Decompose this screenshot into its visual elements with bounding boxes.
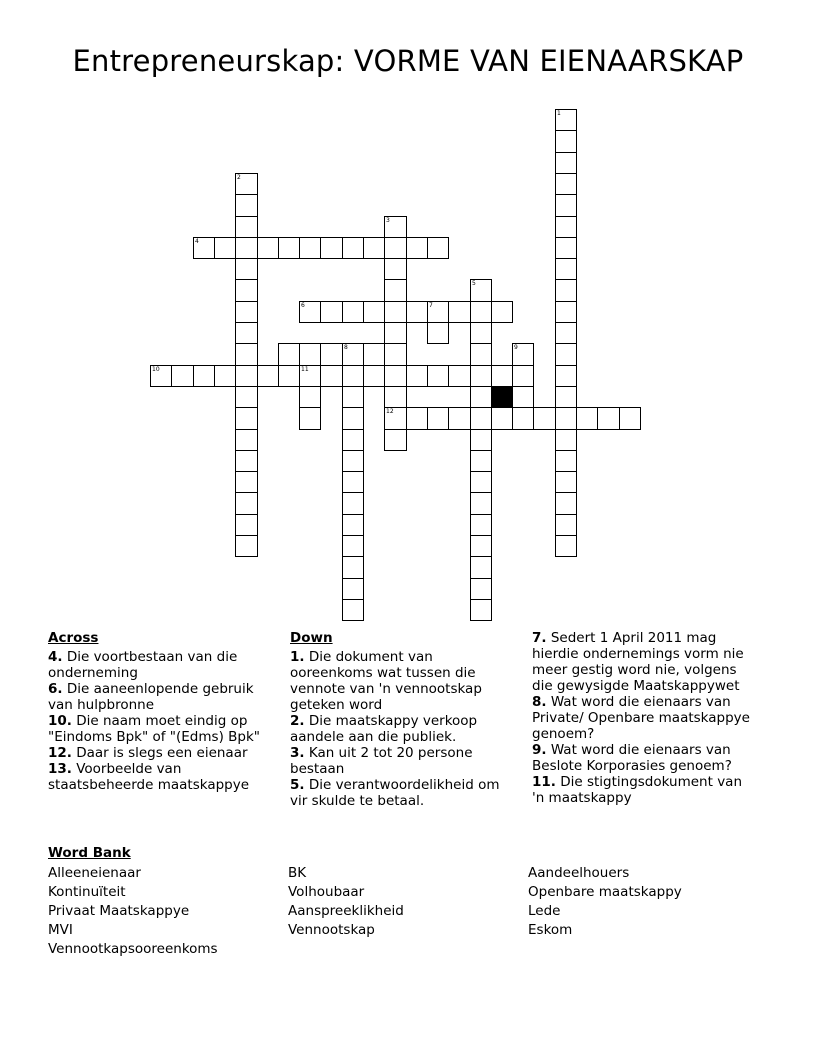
clue-number: 4. [48, 649, 63, 665]
grid-cell[interactable] [555, 450, 577, 472]
grid-cell[interactable] [278, 237, 300, 259]
grid-cell[interactable] [619, 407, 641, 430]
clue-text: Die aaneenlopende gebruik van hulpbronne [48, 681, 254, 713]
grid-cell[interactable] [470, 492, 492, 515]
down-heading: Down [290, 630, 333, 646]
clue-number-label: 10 [152, 366, 160, 373]
grid-cell[interactable] [235, 173, 258, 195]
grid-cell[interactable] [235, 343, 258, 366]
grid-cell[interactable] [278, 365, 300, 387]
grid-cell[interactable] [235, 492, 258, 515]
clue-number-label: 6 [301, 302, 305, 309]
clue-item [290, 745, 500, 777]
clue-number: 2. [290, 713, 305, 729]
clue-item [290, 713, 500, 745]
grid-cell[interactable] [555, 535, 577, 557]
grid-cell[interactable] [384, 386, 407, 408]
word-bank-column-3 [528, 864, 682, 940]
clue-text: Die stigtingsdokument van 'n maatskappy [532, 774, 743, 806]
grid-cell[interactable] [193, 237, 215, 259]
grid-cell[interactable] [555, 109, 577, 131]
word-bank-item: Aanspreeklikheid [288, 903, 404, 919]
grid-cell[interactable] [257, 237, 279, 259]
grid-cell[interactable] [214, 365, 236, 387]
grid-cell[interactable] [320, 365, 343, 387]
clue-number-label: 4 [195, 238, 199, 245]
grid-cell[interactable] [257, 365, 279, 387]
clue-number-label: 2 [237, 174, 241, 181]
grid-cell[interactable] [235, 216, 258, 238]
grid-cell[interactable] [491, 407, 513, 430]
clue-text: Voorbeelde van staatsbeheerde maatskappye [48, 761, 250, 793]
grid-cell[interactable] [235, 471, 258, 493]
word-bank-column-2 [288, 864, 404, 940]
grid-cell[interactable] [342, 578, 364, 600]
clue-item [532, 742, 758, 774]
down-clues-continued [532, 630, 758, 806]
clue-number-label: 3 [386, 217, 390, 224]
grid-cell[interactable] [235, 258, 258, 280]
grid-cell[interactable] [384, 258, 407, 280]
clue-item [532, 774, 758, 806]
grid-cell[interactable] [342, 599, 364, 621]
grid-cell[interactable] [299, 386, 321, 408]
clue-item [48, 761, 276, 793]
clue-text: Die dokument van ooreenkoms wat tussen die vennote van 'n vennootskap geteken word [290, 649, 482, 713]
grid-cell[interactable] [342, 450, 364, 472]
clue-text: Kan uit 2 tot 20 persone bestaan [290, 745, 473, 777]
word-bank-item: Volhoubaar [288, 884, 365, 900]
clue-text: Die naam moet eindig op "Eindoms Bpk" of "(Edms) Bpk" [48, 713, 260, 745]
grid-cell[interactable] [555, 216, 577, 238]
grid-cell[interactable] [193, 365, 215, 387]
across-heading: Across [48, 630, 99, 646]
grid-cell[interactable] [299, 343, 321, 366]
grid-cell[interactable] [235, 429, 258, 451]
clue-number: 5. [290, 777, 305, 793]
grid-cell[interactable] [235, 514, 258, 536]
grid-cell[interactable] [470, 578, 492, 600]
clue-number: 10. [48, 713, 72, 729]
grid-cell[interactable] [235, 386, 258, 408]
clue-number: 3. [290, 745, 305, 761]
clue-item [290, 777, 500, 809]
grid-cell[interactable] [384, 237, 407, 259]
across-list [48, 649, 276, 793]
clue-item [48, 649, 276, 681]
grid-cell[interactable] [427, 407, 449, 430]
grid-cell[interactable] [235, 301, 258, 323]
grid-cell[interactable] [342, 556, 364, 579]
grid-cell[interactable] [555, 258, 577, 280]
down-clues [290, 630, 500, 809]
word-bank-item: Openbare maatskappy [528, 884, 682, 900]
grid-cell[interactable] [555, 471, 577, 493]
grid-cell[interactable] [470, 429, 492, 451]
clue-number: 8. [532, 694, 547, 710]
grid-cell[interactable] [384, 365, 407, 387]
grid-cell[interactable] [555, 429, 577, 451]
clue-number-label: 9 [514, 344, 518, 351]
grid-cell[interactable] [427, 322, 449, 344]
clue-number-label: 1 [557, 110, 561, 117]
word-bank-item: Vennootkapsooreenkoms [48, 941, 218, 957]
clue-item [532, 694, 758, 742]
grid-cell[interactable] [320, 301, 343, 323]
grid-cell[interactable] [342, 514, 364, 536]
clue-number-label: 8 [344, 344, 348, 351]
grid-cell[interactable] [384, 216, 407, 238]
grid-cell[interactable] [555, 322, 577, 344]
word-bank-item: Alleeneienaar [48, 865, 141, 881]
word-bank-item: Eskom [528, 922, 573, 938]
grid-cell[interactable] [470, 386, 492, 408]
grid-cell[interactable] [235, 322, 258, 344]
grid-cell[interactable] [235, 194, 258, 217]
grid-cell[interactable] [363, 237, 385, 259]
grid-cell[interactable] [555, 194, 577, 217]
grid-cell[interactable] [555, 514, 577, 536]
across-clues [48, 630, 276, 793]
grid-cell[interactable] [384, 343, 407, 366]
grid-cell[interactable] [342, 237, 364, 259]
grid-cell[interactable] [384, 279, 407, 302]
grid-cell[interactable] [342, 343, 364, 366]
grid-cell[interactable] [342, 301, 364, 323]
grid-cell[interactable] [342, 429, 364, 451]
clue-number: 13. [48, 761, 72, 777]
grid-cell[interactable] [555, 365, 577, 387]
clue-item [48, 681, 276, 713]
grid-cell[interactable] [406, 301, 428, 323]
grid-cell[interactable] [406, 407, 428, 430]
grid-cell[interactable] [235, 237, 258, 259]
word-bank-column-1 [48, 864, 218, 959]
grid-cell[interactable] [342, 386, 364, 408]
grid-cell[interactable] [555, 386, 577, 408]
grid-cell[interactable] [555, 152, 577, 174]
grid-cell[interactable] [470, 599, 492, 621]
clue-number-label: 12 [386, 408, 394, 415]
grid-cell[interactable] [512, 343, 534, 366]
grid-cell[interactable] [342, 407, 364, 430]
grid-cell[interactable] [448, 407, 471, 430]
grid-cell[interactable] [555, 279, 577, 302]
grid-cell[interactable] [299, 301, 321, 323]
grid-cell[interactable] [384, 301, 407, 323]
grid-cell[interactable] [470, 301, 492, 323]
clue-number: 9. [532, 742, 547, 758]
grid-cell[interactable] [427, 237, 449, 259]
grid-cell[interactable] [512, 386, 534, 408]
grid-cell[interactable] [342, 365, 364, 387]
clue-number-label: 7 [429, 302, 433, 309]
clue-number-label: 5 [472, 280, 476, 287]
grid-cell[interactable] [320, 343, 343, 366]
clue-number: 6. [48, 681, 63, 697]
word-bank-heading: Word Bank [48, 845, 131, 861]
grid-cell[interactable] [491, 301, 513, 323]
grid-cell[interactable] [235, 407, 258, 430]
grid-cell[interactable] [363, 365, 385, 387]
clue-number-label: 11 [301, 366, 309, 373]
grid-cell[interactable] [597, 407, 620, 430]
clue-item [48, 745, 276, 761]
grid-cell[interactable] [470, 514, 492, 536]
grid-cell[interactable] [342, 492, 364, 515]
grid-cell[interactable] [320, 237, 343, 259]
grid-cell[interactable] [470, 556, 492, 579]
word-bank-item: Aandeelhouers [528, 865, 630, 881]
grid-cell[interactable] [470, 365, 492, 387]
grid-cell[interactable] [235, 365, 258, 387]
grid-cell[interactable] [235, 279, 258, 302]
grid-cell[interactable] [555, 301, 577, 323]
clue-text: Daar is slegs een eienaar [71, 745, 248, 761]
grid-cell[interactable] [427, 301, 449, 323]
grid-cell[interactable] [470, 343, 492, 366]
clue-text: Die voortbestaan van die onderneming [48, 649, 238, 681]
grid-cell[interactable] [384, 407, 407, 430]
grid-cell[interactable] [214, 237, 236, 259]
grid-cell[interactable] [448, 301, 471, 323]
word-bank-item: BK [288, 865, 307, 881]
grid-cell[interactable] [235, 535, 258, 557]
grid-cell[interactable] [299, 237, 321, 259]
word-bank-item: Vennootskap [288, 922, 375, 938]
grid-cell[interactable] [384, 322, 407, 344]
grid-cell[interactable] [555, 130, 577, 153]
grid-cell[interactable] [555, 237, 577, 259]
word-bank-item: Privaat Maatskappye [48, 903, 190, 919]
page-title: Entrepreneurskap: VORME VAN EIENAARSKAP [72, 44, 744, 78]
word-bank-item: Lede [528, 903, 561, 919]
clue-text: Die maatskappy verkoop aandele aan die publiek. [290, 713, 478, 745]
grid-cell[interactable] [278, 343, 300, 366]
grid-cell[interactable] [427, 365, 449, 387]
down-list [290, 649, 500, 809]
grid-cell[interactable] [470, 535, 492, 557]
grid-cell[interactable] [512, 365, 534, 387]
grid-cell[interactable] [406, 237, 428, 259]
grid-cell[interactable] [470, 322, 492, 344]
grid-cell[interactable] [555, 492, 577, 515]
grid-cell[interactable] [299, 365, 321, 387]
clue-number: 7. [532, 630, 547, 646]
grid-cell[interactable] [555, 407, 577, 430]
grid-cell[interactable] [150, 365, 172, 387]
grid-cell[interactable] [342, 471, 364, 493]
clue-number: 1. [290, 649, 305, 665]
grid-cell[interactable] [491, 365, 513, 387]
grid-cell[interactable] [470, 407, 492, 430]
grid-cell[interactable] [470, 471, 492, 493]
grid-cell[interactable] [235, 450, 258, 472]
grid-cell[interactable] [171, 365, 194, 387]
clue-text: Die verantwoordelikheid om vir skulde te betaal. [290, 777, 500, 809]
clue-item [48, 713, 276, 745]
grid-cell[interactable] [576, 407, 598, 430]
grid-cell[interactable] [363, 343, 385, 366]
word-bank-item: Kontinuïteit [48, 884, 126, 900]
clue-number: 11. [532, 774, 556, 790]
grid-cell[interactable] [384, 429, 407, 451]
clue-text: Wat word die eienaars van Private/ Openbare maatskappye genoem? [532, 694, 750, 742]
clue-item [532, 630, 758, 694]
grid-cell[interactable] [470, 279, 492, 302]
clue-text: Wat word die eienaars van Beslote Korporasies genoem? [532, 742, 732, 774]
clue-number: 12. [48, 745, 72, 761]
grid-cell[interactable] [299, 407, 321, 430]
grid-cell[interactable] [406, 365, 428, 387]
grid-cell[interactable] [512, 407, 534, 430]
clue-text: Sedert 1 April 2011 mag hierdie ondernemings vorm nie meer gestig word nie, volgens die gewysigde Maatskappywet [532, 630, 744, 694]
grid-cell[interactable] [470, 450, 492, 472]
clue-item [290, 649, 500, 713]
grid-cell[interactable] [533, 407, 556, 430]
word-bank-item: MVI [48, 922, 73, 938]
grid-cell[interactable] [555, 173, 577, 195]
grid-cell[interactable] [363, 301, 385, 323]
down-list-continued [532, 630, 758, 806]
grid-cell[interactable] [448, 365, 471, 387]
blocked-cell [491, 386, 513, 408]
grid-cell[interactable] [555, 343, 577, 366]
grid-cell[interactable] [342, 535, 364, 557]
